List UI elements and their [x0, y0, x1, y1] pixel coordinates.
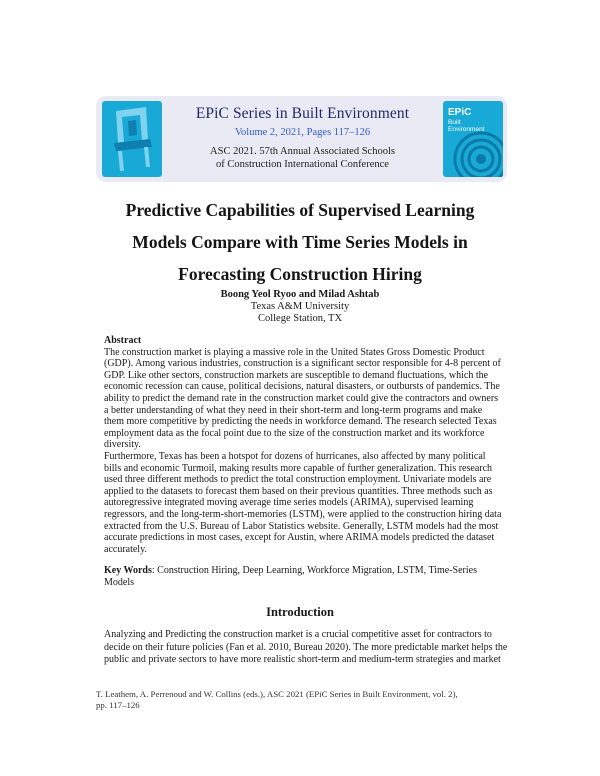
affiliation: Texas A&M University — [250, 301, 350, 312]
introduction-paragraph: Analyzing and Predicting the construction market is a crucial competitive asset for contractors to decide on their future policies (Fan et al. 2010, Bureau 2020). The more predictable market helps the public and private sectors to have more realistic short-term and medium-term strategies and market — [104, 629, 508, 666]
keywords — [104, 565, 504, 588]
logo-text-environment: Environment — [448, 126, 485, 133]
paper-title: Predictive Capabilities of Supervised Learning Models Compare with Time Series Models in Forecasting Construction Hiring — [125, 200, 475, 284]
logo-text-epic: EPiC — [448, 107, 472, 118]
keywords-label: Key Words — [104, 565, 152, 576]
abstract-paragraph: The construction market is playing a massive role in the United States Gross Domestic Product (GDP). Among various industries, construction is a significant sector responsible for 4-8 percent of GDP. Like other sectors, construction markets are susceptible to demand fluctuations, which the economic recession can cause, political decisions, natural disasters, or outbursts of pandemics. The ability to predict the demand rate in the construction market could give the contractors and owners a better understanding of what they need in their short-term and long-term programs and make them more competitive by predicting the needs in workforce demand. The research selected Texas employment data as the focal point due to the size of the construction market and its workforce diversity. — [104, 346, 501, 451]
banner-text — [166, 96, 439, 171]
epic-chair-logo-icon — [102, 101, 162, 177]
abstract-paragraph: Furthermore, Texas has been a hotspot for dozens of hurricanes, also affected by many political bills and economic Turmoil, making results more capable of further generalization. This research used three different methods to predict the total construction employment. Univariate models are applied to the datasets to forecast them based on their previous quantities. Three methods such as autoregressive integrated moving average time series models (ARIMA), supervised learning regressors, and the long-term-short-memories (LSTM), were applied to the construction hiring data extracted from the U.S. Bureau of Labor Statistics website. Generally, LSTM models had the most accurate predictions in most cases, except for Austin, where ARIMA models predicted the dataset accurately. — [104, 450, 502, 555]
logo-text-built: Built — [448, 119, 461, 126]
affiliation-location: College Station, TX — [257, 313, 343, 324]
abstract-heading: Abstract — [104, 335, 142, 346]
conference-name: ASC 2021. 57th Annual Associated Schools of Construction International Conference — [210, 146, 395, 170]
keywords-text: : Construction Hiring, Deep Learning, Workforce Migration, LSTM, Time-Series Models — [104, 565, 477, 588]
series-title: EPiC Series in Built Environment — [195, 105, 410, 122]
series-banner — [96, 96, 507, 182]
epic-built-environment-logo-icon — [443, 101, 503, 177]
introduction-text — [104, 629, 514, 667]
author-block — [0, 289, 600, 325]
author-names: Boong Yeol Ryoo and Milad Ashtab — [220, 289, 380, 300]
citation-pages: pp. 117–126 — [96, 700, 140, 710]
citation-line: T. Leathem, A. Perrenoud and W. Collins (eds.), ASC 2021 (EPiC Series in Built Environment, vol. 2), — [96, 689, 458, 699]
abstract — [104, 335, 504, 555]
section-heading-introduction: Introduction — [266, 605, 334, 619]
volume-link[interactable]: Volume 2, 2021, Pages 117–126 — [234, 127, 371, 138]
citation-footer — [96, 689, 516, 711]
